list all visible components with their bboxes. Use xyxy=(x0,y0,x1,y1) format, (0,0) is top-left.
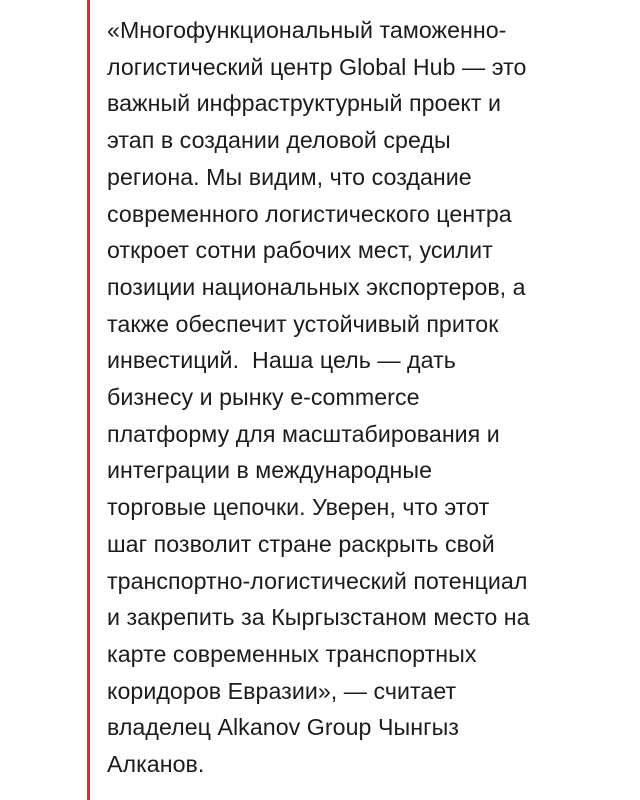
quote-line: транспортно-логистический потенциал xyxy=(107,567,528,594)
quote-line: важный инфраструктурный проект и xyxy=(107,90,502,117)
quote-line: владелец Alkanov Group Чынгыз xyxy=(107,714,459,741)
quote-line: этап в создании деловой среды xyxy=(107,127,451,154)
quote-line: позиции национальных экспортеров, а xyxy=(107,273,526,300)
quote-line: платформу для масштабирования и xyxy=(107,420,500,447)
quote-line: бизнесу и рынку e-commerce xyxy=(107,384,420,411)
quote-line: инвестиций. Наша цель — дать xyxy=(107,347,456,374)
quote-line: также обеспечит устойчивый приток xyxy=(107,310,499,337)
quote-line: интеграции в международные xyxy=(107,457,433,484)
quote-line: современного логистического центра xyxy=(107,200,512,227)
quote-line: шаг позволит стране раскрыть свой xyxy=(107,530,495,557)
quote-line: откроет сотни рабочих мест, усилит xyxy=(107,237,493,264)
quote-line: Алканов. xyxy=(107,751,205,778)
quote-line: карте современных транспортных xyxy=(107,640,477,667)
quote-line: логистический центр Global Hub — это xyxy=(107,53,527,80)
blockquote-accent-bar xyxy=(87,0,90,800)
blockquote-text xyxy=(107,12,627,783)
quote-line: «Многофункциональный таможенно- xyxy=(107,17,507,43)
quote-line: региона. Мы видим, что создание xyxy=(107,163,472,190)
quote-line: коридоров Евразии», — считает xyxy=(107,677,457,704)
quote-line: торговые цепочки. Уверен, что этот xyxy=(107,494,490,521)
quote-line: и закрепить за Кыргызстаном место на xyxy=(107,604,530,631)
